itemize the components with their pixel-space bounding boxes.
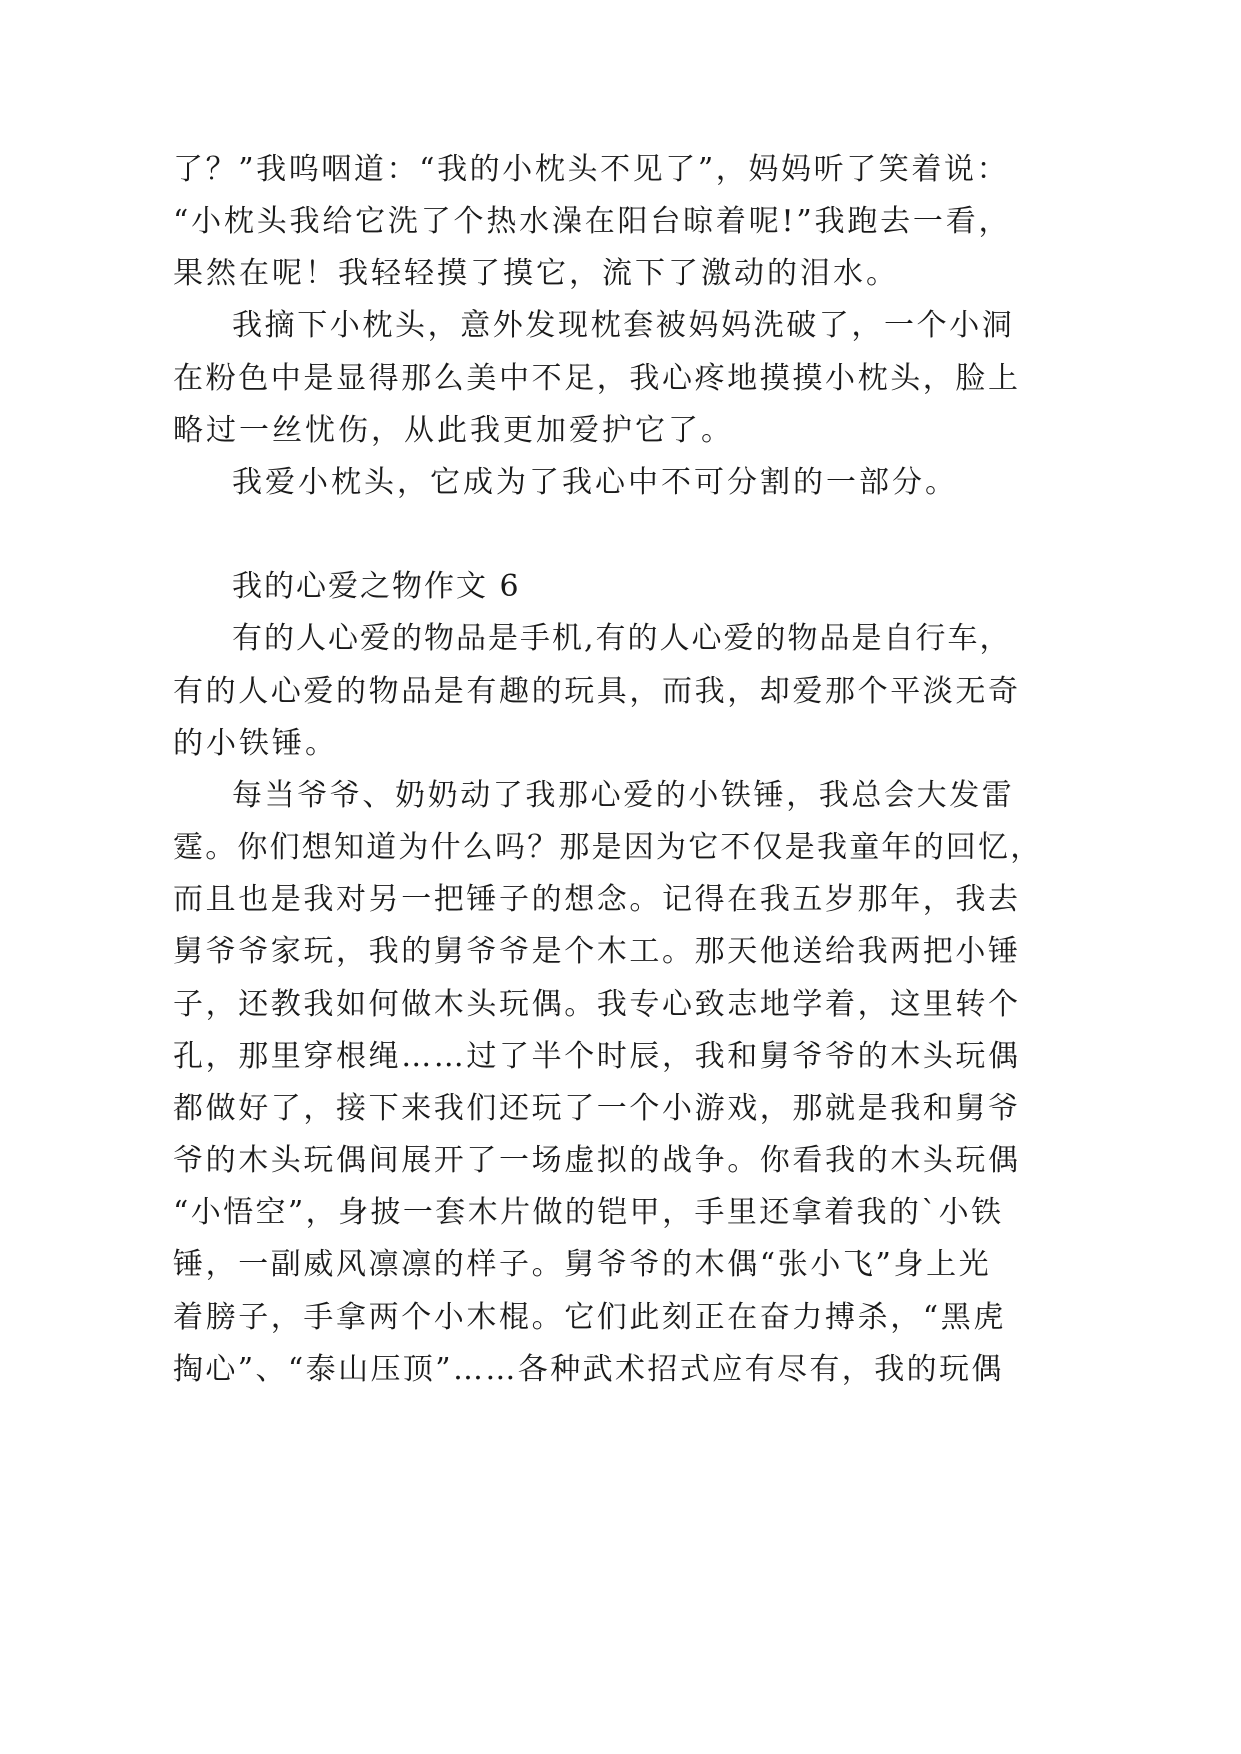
text-line: 果然在呢！我轻轻摸了摸它，流下了激动的泪水。 xyxy=(173,256,899,291)
text-line: 每当爷爷、奶奶动了我那心爱的小铁锤，我总会大发雷 xyxy=(232,778,1015,813)
text-line: 锤，一副威风凛凛的样子。舅爷爷的木偶“张小飞”身上光 xyxy=(173,1247,992,1282)
text-line: 爷的木头玩偶间展开了一场虚拟的战争。你看我的木头玩偶 xyxy=(173,1143,1021,1178)
text-line: “小枕头我给它洗了个热水澡在阳台晾着呢!”我跑去一看， xyxy=(173,204,1012,239)
text-line: 在粉色中是显得那么美中不足，我心疼地摸摸小枕头，脸上 xyxy=(173,361,1021,396)
section-heading: 我的心爱之物作文 6 xyxy=(232,569,521,604)
text-line: 的小铁锤。 xyxy=(173,726,338,761)
text-line: 而且也是我对另一把锤子的想念。记得在我五岁那年，我去 xyxy=(173,882,1021,917)
text-line: 了？”我呜咽道：“我的小枕头不见了”，妈妈听了笑着说： xyxy=(173,152,1010,187)
text-line: 掏心”、“泰山压顶”……各种武术招式应有尽有，我的玩偶 xyxy=(173,1352,1004,1387)
text-line: 有的人心爱的物品是有趣的玩具，而我，却爱那个平淡无奇 xyxy=(173,674,1021,709)
text-line: 我爱小枕头，它成为了我心中不可分割的一部分。 xyxy=(232,465,958,500)
text-line: 略过一丝忧伤，从此我更加爱护它了。 xyxy=(173,413,734,448)
text-line: 舅爷爷家玩，我的舅爷爷是个木工。那天他送给我两把小锤 xyxy=(173,934,1021,969)
text-line: 都做好了，接下来我们还玩了一个小游戏，那就是我和舅爷 xyxy=(173,1091,1021,1126)
text-line: 有的人心爱的物品是手机,有的人心爱的物品是自行车， xyxy=(232,621,1012,656)
text-line: 霆。你们想知道为什么吗？那是因为它不仅是我童年的回忆， xyxy=(173,830,1043,865)
text-line: “小悟空”，身披一套木片做的铠甲，手里还拿着我的`小铁 xyxy=(173,1195,1004,1230)
text-line: 着膀子，手拿两个小木棍。它们此刻正在奋力搏杀，“黑虎 xyxy=(173,1300,1006,1335)
text-line: 我摘下小枕头，意外发现枕套被妈妈洗破了，一个小洞 xyxy=(232,308,1015,343)
text-line: 孔，那里穿根绳……过了半个时辰，我和舅爷爷的木头玩偶 xyxy=(173,1039,1021,1074)
text-line: 子，还教我如何做木头玩偶。我专心致志地学着，这里转个 xyxy=(173,987,1021,1022)
